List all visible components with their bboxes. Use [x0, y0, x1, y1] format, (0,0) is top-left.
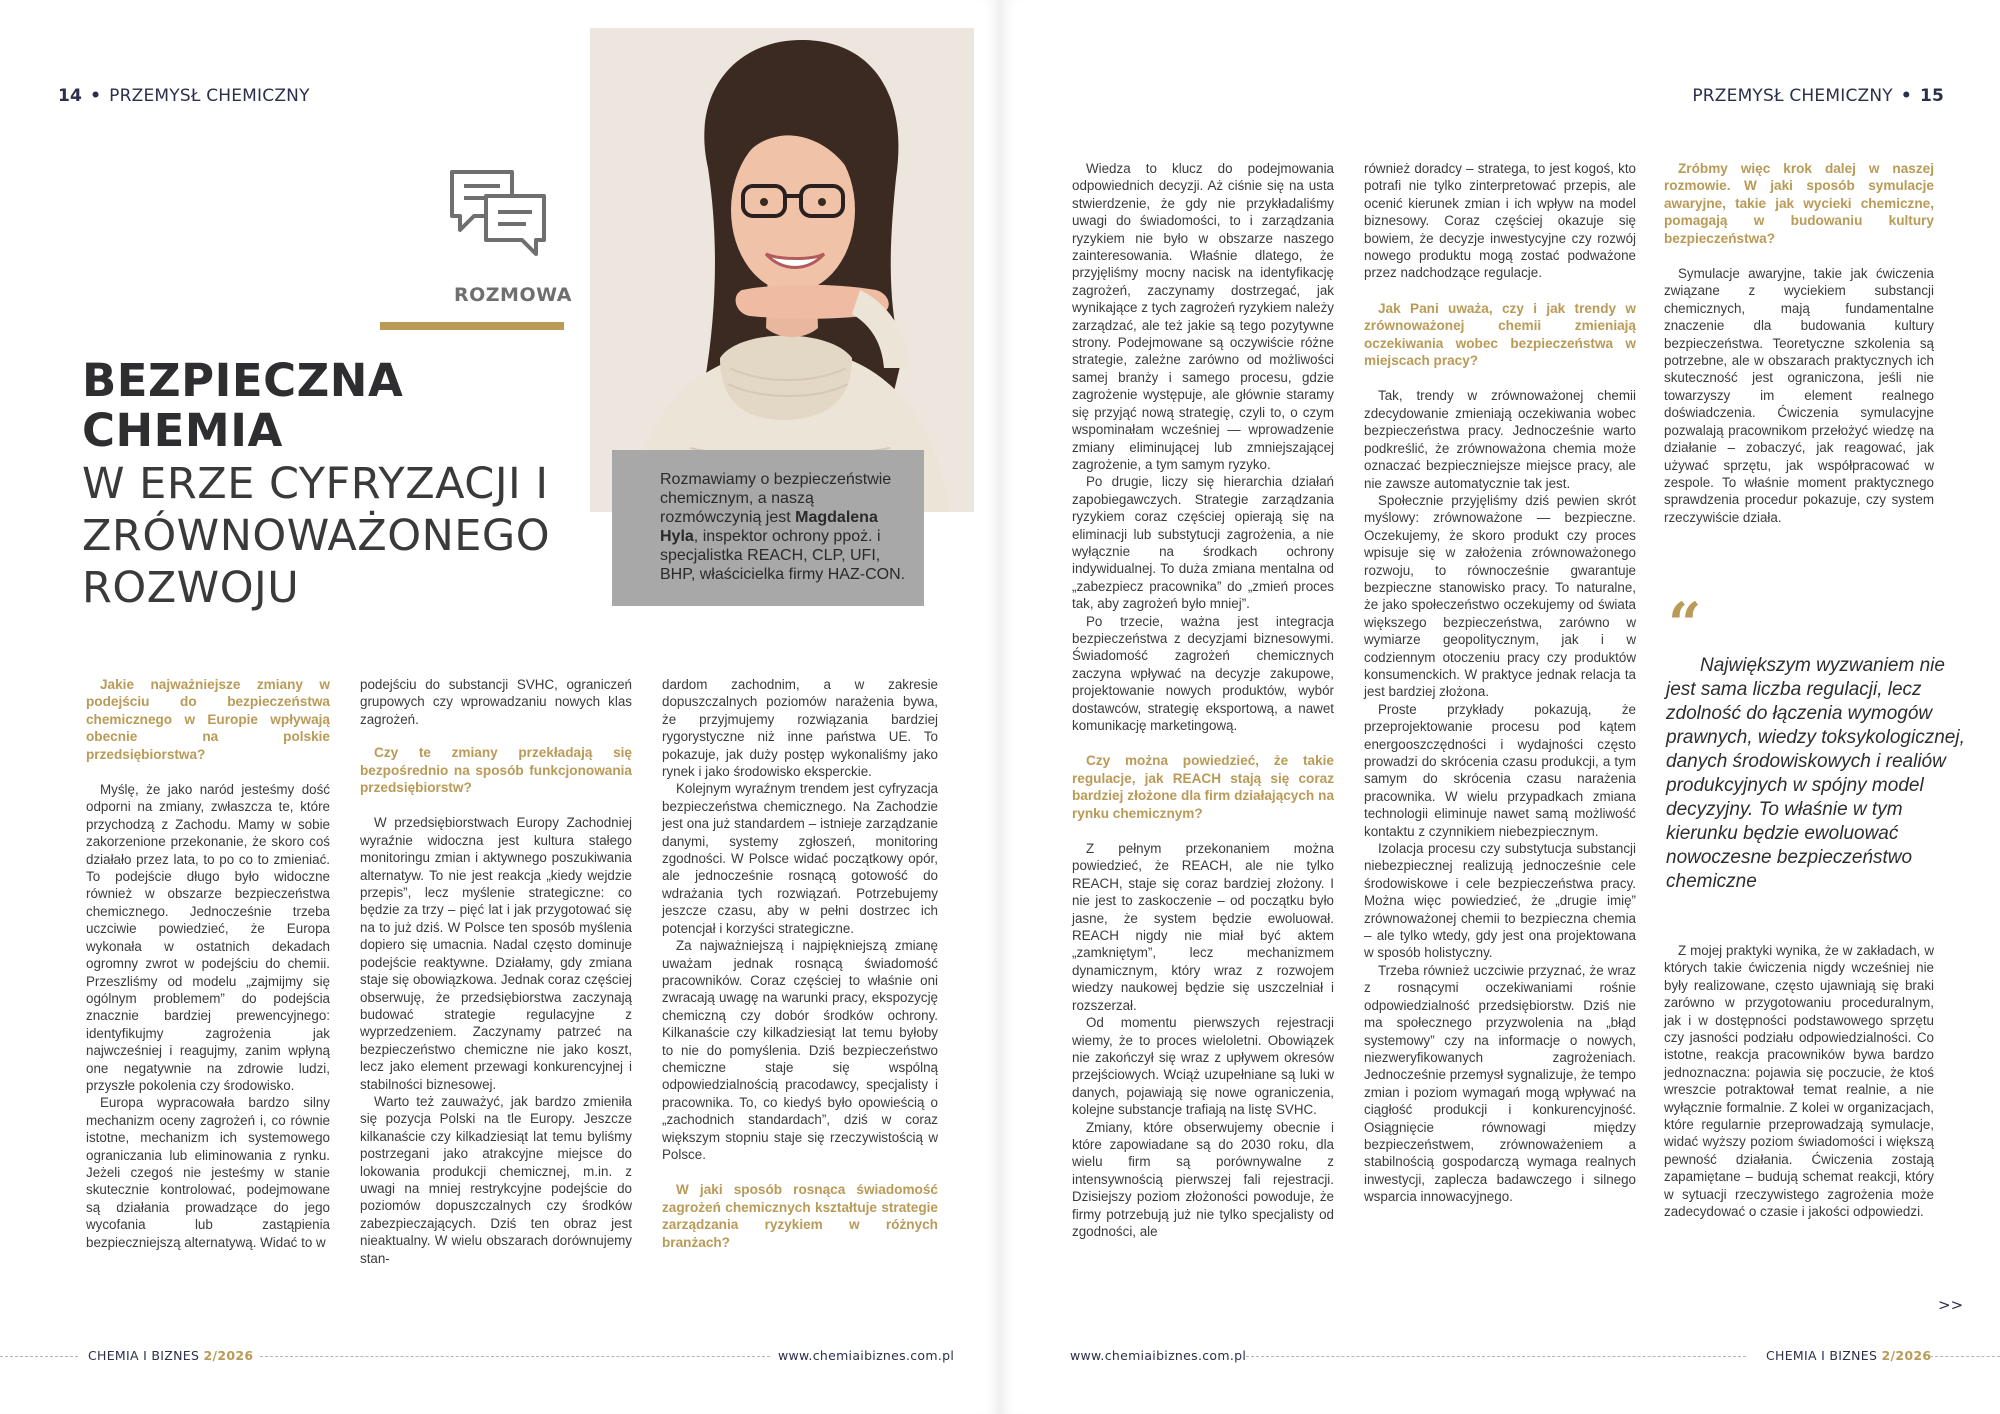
subtitle-line: ROZWOJU — [82, 563, 300, 613]
magazine-name: CHEMIA I BIZNES — [88, 1348, 200, 1363]
footer-rule — [1246, 1356, 1746, 1357]
paragraph: podejściu do substancji SVHC, ograniczeń grupowych czy wprowadzaniu nowych klas zagrożeń. — [360, 677, 632, 727]
paragraph: Z pełnym przekonaniem można powiedzieć, że REACH, ale nie tylko REACH, staje się coraz bardziej złożony. I nie jest to zaskoczenie – od początku było jasne, że system będzie ewoluował. REACH nigdy nie miał być aktem „zamkniętym”, lecz mechanizmem dynamicznym, który wraz z rozwojem wiedzy naukowej będzie się uszczelniał i rozszerzał. — [1072, 841, 1334, 1013]
lead-text — [612, 450, 924, 584]
issue-number: 2/2026 — [1881, 1348, 1932, 1363]
paragraph: dardom zachodnim, a w zakresie dopuszczalnych poziomów narażenia bywa, że przyjmujemy rozwiązania bardziej rygorystyczne niż inne państwa UE. To pokazuje, jak duży postęp wykonaliśmy jako rynek i jako środowisko eksperckie. — [662, 677, 938, 780]
text-column-2 — [360, 676, 632, 1267]
paragraph: Zmiany, które obserwujemy obecnie i które zapowiadane są do 2030 roku, dla wielu firm są porównywalne z intensywnością pierwszej fali rejestracji. Dzisiejszy poziom złożoności powoduje, że firmy potrzebują już nie tylko specjalisty od zgodności, ale — [1072, 1119, 1334, 1239]
paragraph: Izolacja procesu czy substytucja substancji niebezpiecznej realizują jednocześnie cele środowiskowe i cele bezpieczeństwa pracy. Można więc powiedzieć, że „drugie imię” zrównoważonej chemii to bezpieczna chemia – ale tylko wtedy, gdy jest ona projektowana w sposób holistyczny. — [1364, 841, 1636, 961]
article-title — [82, 356, 403, 456]
lead-prefix: Rozmawiamy o bezpieczeństwie chemicznym, a naszą rozmówczynią jest — [660, 471, 892, 526]
lead-box — [612, 450, 924, 606]
interviewee-photo — [590, 28, 974, 512]
subtitle-line: W ERZE CYFRYZACJI I — [82, 459, 549, 509]
lead-suffix: , inspektor ochrony ppoż. i specjalistka REACH, CLP, UFI, BHP, właścicielka firmy HAZ-CON. — [660, 528, 906, 583]
paragraph: Myślę, że jako naród jesteśmy dość odporni na zmiany, zwłaszcza te, które przychodzą z Zachodu. Mamy w sobie zakorzenione przekonanie, że skoro coś działało przez lata, to po co to zmieniać. To podejście długo było widoczne również w obszarze bezpieczeństwa chemicznego. Jednocześnie trzeba uczciwie powiedzieć, że Europa wykonała w ostatnich dekadach ogromny zwrot w podejściu do chemii. Przeszliśmy od modelu „zajmijmy się ogólnym problemem” do podejścia znacznie bardziej prewencyjnego: identyfikujmy zagrożenia jak najwcześniej i reagujmy, zanim wpłyną one negatywnie na zdrowie ludzi, przyszłe pokolenia czy środowisko. — [86, 782, 330, 1093]
paragraph: Wiedza to klucz do podejmowania odpowiednich decyzji. Aż ciśnie się na usta stwierdzenie, że gdy nie przykładaliśmy uwagi do świadomości, to i zarządzania ryzykiem nie było w obszarze naszego zainteresowania. Właśnie dlatego, że przyjęliśmy mocny nacisk na identyfikację zagrożeń, zaczynamy dostrzegać, jak wynikające z tych zagrożeń ryzykiem należy zarządzać, ale też jakie są tego pozytywne strony. Podejmowane są oczywiście różne strategie, zależne zarówno od możliwości samej branży i samego procesu, gdzie zagrożenie występuje, ale głównie staramy się przyjąć nową strategię, czyli to, o czym wspominałam wcześniej — wprowadzenie zmiany eliminującej lub zmniejszającej zagrożenie, a tym samym ryzyko. — [1072, 161, 1334, 472]
text-column-6-continued — [1664, 942, 1934, 1221]
paragraph: Po trzecie, ważna jest integracja bezpieczeństwa z decyzjami biznesowymi. Świadomość zagrożeń chemicznych zaczyna wpływać na decyzje zakupowe, projektowanie nowych produktów, wybór dostawców, strategię eksportową, a nawet komunikację marketingową. — [1072, 613, 1334, 733]
footer-rule — [260, 1356, 770, 1357]
quote-mark-icon: “ — [1668, 590, 1702, 658]
paragraph: Za najważniejszą i najpiękniejszą zmianę uważam jednak rosnącą świadomość pracowników. Coraz częściej to właśnie oni zwracają uwagę na warunki pracy, ekspozycję chemiczną czy dobór środków ochrony. Kilkanaście czy kilkadziesiąt lat temu byłoby to nie do pomyślenia. Dziś bezpieczeństwo chemiczne staje się wspólną odpowiedzialnością pracodawcy, specjalisty i pracownika. To, co kiedyś było opowieścią o „zachodnich standardach”, dziś w coraz większym stopniu staje się rzeczywistością w Polsce. — [662, 938, 938, 1162]
paragraph: Tak, trendy w zrównoważonej chemii zdecydowanie zmieniają oczekiwania wobec bezpieczeństwa pracy. Jednocześnie warto podkreślić, że zrównoważona chemia może oznaczać bezpieczniejsze miejsce pracy, ale nie zawsze automatycznie tak jest. — [1364, 388, 1636, 491]
interview-question: Czy można powiedzieć, że takie regulacje, jak REACH stają się coraz bardziej złożone dla firm działających na rynku chemicznym? — [1072, 753, 1334, 821]
interview-question: Czy te zmiany przekładają się bezpośrednio na sposób funkcjonowania przedsiębiorstw? — [360, 745, 632, 796]
paragraph: Społecznie przyjęliśmy dziś pewien skrót myślowy: zrównoważone — bezpieczne. Oczekujemy, że skoro produkt czy proces wpisuje się w założenia zrównoważonego rozwoju, to równocześnie gwarantuje bezpieczne stanowisko pracy. To naturalne, że jako społeczeństwo oczekujemy od świata większego bezpieczeństwa, zarówno w wymiarze geopolitycznym, jak i w codziennym otoczeniu pracy czy produktów konsumenckich. W praktyce jednak relacja ta jest bardziej złożona. — [1364, 492, 1636, 700]
page-number: 14 — [58, 86, 83, 106]
section-name: PRZEMYSŁ CHEMICZNY — [1692, 86, 1893, 106]
paragraph: Trzeba również uczciwie przyznać, że wraz z rosnącymi oczekiwaniami rośnie odpowiedzialność przedsiębiorstw. Dziś nie ma społecznego przyzwolenia na „błąd systemowy” czy na informacje o nowych, niezweryfikowanych zagrożeniach. Jednocześnie przemysł sygnalizuje, że tempo zmian i poziom wymagań mogą wpływać na ciągłość produkcji i konkurencyjność. Osiągnięcie równowagi między bezpieczeństwem, zrównoważeniem a stabilnością gospodarczą wymaga realnych inwestycji, zaplecza badawczego i silnego wsparcia innowacyjnego. — [1364, 962, 1636, 1205]
footer-url[interactable]: www.chemiaibiznes.com.pl — [778, 1348, 955, 1363]
issue-number: 2/2026 — [203, 1348, 254, 1363]
paragraph: Od momentu pierwszych rejestracji wiemy, że to proces wieloletni. Obowiązek nie zakończył się wraz z upływem okresów przejściowych. Wciąż uzupełniane są luki w danych, pojawiają się nowe ograniczenia, kolejne substancje trafiają na listę SVHC. — [1072, 1015, 1334, 1118]
footer-url[interactable]: www.chemiaibiznes.com.pl — [1070, 1348, 1247, 1363]
paragraph: Po drugie, liczy się hierarchia działań zapobiegawczych. Strategie zarządzania ryzykiem coraz częściej opierają się na eliminacji lub substytucji zagrożenia, a nie wyłącznie na środkach ochrony indywidualnej. To duża zmiana mentalna od „zabezpiecz pracownika” do „zmień proces tak, aby zagrożeń było mniej”. — [1072, 474, 1334, 612]
right-page — [1000, 0, 2000, 1414]
page-number: 15 — [1919, 86, 1944, 106]
section-name: PRZEMYSŁ CHEMICZNY — [109, 86, 310, 106]
page-header-left: 14 • PRZEMYSŁ CHEMICZNY — [58, 86, 310, 106]
continue-arrow: >> — [1938, 1296, 1964, 1314]
paragraph: Symulacje awaryjne, takie jak ćwiczenia związane z wyciekiem substancji chemicznych, mają fundamentalne znaczenie dla budowania kultury bezpieczeństwa. Teoretyczne szkolenia są potrzebne, ale w obszarach praktycznych ich skuteczność jest ograniczona, jeśli nie towarzyszy im element realnego doświadczenia. Ćwiczenia symulacyjne pozwalają pracownikom przełożyć wiedzę na działanie – zobaczyć, jak reagować, jak używać sprzętu, jak współpracować w zespole. To właśnie moment praktycznego sprawdzenia procedur pokazuje, czy system rzeczywiście działa. — [1664, 266, 1934, 525]
text-column-5 — [1364, 160, 1636, 1206]
paragraph: Europa wypracowała bardzo silny mechanizm oceny zagrożeń i, co równie istotne, mechanizm ich systemowego ograniczania lub eliminowania z rynku. Jeżeli czegoś nie jesteśmy w stanie skutecznie kontrolować, podejmowane są działania prowadzące do jego wycofania lub zastąpienia bezpieczniejszą alternatywą. Widać to w — [86, 1095, 330, 1250]
footer-magazine — [1766, 1348, 1931, 1363]
text-column-3 — [662, 676, 938, 1269]
pull-quote-text: Największym wyzwaniem nie jest sama liczba regulacji, lecz zdolność do łączenia wymogów prawnych, wiedzy toksykologicznej, danych środowiskowych i realiów produkcyjnych w spójny model decyzyjny. To właśnie w tym kierunku będzie ewoluować nowoczesne bezpieczeństwo chemiczne — [1666, 655, 1965, 892]
speech-bubbles-icon — [446, 166, 550, 262]
interview-question: Jak Pani uważa, czy i jak trendy w zrównoważonej chemii zmieniają oczekiwania wobec bezpieczeństwa w miejscach pracy? — [1364, 300, 1636, 369]
article-subtitle — [82, 458, 550, 614]
footer-rule — [1930, 1356, 2000, 1357]
paragraph: Kolejnym wyraźnym trendem jest cyfryzacja bezpieczeństwa chemicznego. Na Zachodzie jest ona już standardem – istnieje zarządzanie danymi, systemy zgłoszeń, monitoring zgodności. W Polsce widać początkowy opór, ale jednocześnie rosnącą gotowość do wdrażania tych rozwiązań. Potrzebujemy jeszcze czasu, aby w pełni dostrzec ich potencjał i korzyści strategiczne. — [662, 781, 938, 936]
footer-rule — [0, 1356, 78, 1357]
lead-name: Magdalena Hyla — [660, 509, 878, 545]
magazine-name: CHEMIA I BIZNES — [1766, 1348, 1878, 1363]
kicker-underline — [380, 322, 564, 330]
paragraph: Proste przykłady pokazują, że przeprojektowanie procesu pod kątem energooszczędności i wydajności często prowadzi do skrócenia czasu produkcji, a tym samym do skrócenia czasu narażenia pracownika. W wielu przypadkach zmiana technologii eliminuje nawet samą możliwość kontaktu z czynnikiem niebezpiecznym. — [1364, 701, 1636, 839]
pull-quote — [1666, 654, 1970, 894]
title-line: BEZPIECZNA — [82, 354, 404, 407]
interview-question: Jakie najważniejsze zmiany w podejściu do bezpieczeństwa chemicznego w Europie wpływają obecnie na polskie przedsiębiorstwa? — [86, 677, 330, 762]
section-kicker: ROZMOWA — [454, 284, 572, 306]
paragraph: również doradcy – stratega, to jest kogoś, kto potrafi nie tylko zinterpretować przepis, ale ocenić kierunek zmian i ich wpływ na model biznesowy. Coraz częściej okazuje się bowiem, że decyzje inwestycyjne czy rozwój nowego produktu mogą zostać podważone przez nadchodzące regulacje. — [1364, 161, 1636, 281]
paragraph: Z mojej praktyki wynika, że w zakładach, w których takie ćwiczenia nigdy wcześniej nie były realizowane, często ujawniają się braki zarówno w przygotowaniu proceduralnym, jak i w dostępności podstawowego sprzętu czy jasności podziału odpowiedzialności. Co istotne, reakcja pracowników bywa bardzo jednoznaczna: pojawia się poczucie, że ktoś wreszcie potraktował temat realnie, a nie wyłącznie formalnie. Z kolei w organizacjach, które regularnie przeprowadzają symulacje, widać wyższy poziom świadomości i większą pewność działania. Ćwiczenia zostają zapamiętane – budują schemat reakcji, który w sytuacji rzeczywistego zagrożenia może zadecydować o czasie i jakości odpowiedzi. — [1664, 943, 1934, 1220]
subtitle-line: ZRÓWNOWAŻONEGO — [82, 511, 551, 561]
footer-magazine — [88, 1348, 261, 1363]
interview-question: W jaki sposób rosnąca świadomość zagrożeń chemicznych kształtuje strategie zarządzania ryzykiem w różnych branżach? — [662, 1182, 938, 1250]
text-column-4 — [1072, 160, 1334, 1240]
text-column-6 — [1664, 160, 1934, 526]
page-header-right: PRZEMYSŁ CHEMICZNY • 15 — [1692, 86, 1944, 106]
paragraph: W przedsiębiorstwach Europy Zachodniej wyraźnie widoczna jest kultura stałego monitoringu zmian i aktywnego poszukiwania alternatyw. To nie jest reakcja „kiedy wejdzie przepis”, lecz myślenie strategiczne: co będzie za trzy – pięć lat i jak przygotować się na to już dziś. W Polsce ten sposób myślenia dopiero się umacnia. Nadal często dominuje podejście reaktywne. Działamy, gdy zmiana staje się obowiązkowa. Jednak coraz częściej obserwuję, że przedsiębiorstwa zaczynają budować strategie regulacyjne z wyprzedzeniem. Zaczynamy patrzeć na bezpieczeństwo chemiczne nie jako koszt, lecz jako element przewagi konkurencyjnej i stabilności biznesowej. — [360, 815, 632, 1092]
title-line: CHEMIA — [82, 404, 283, 457]
paragraph: Warto też zauważyć, jak bardzo zmieniła się pozycja Polski na tle Europy. Jeszcze kilkanaście czy kilkadziesiąt lat temu byliśmy postrzegani jako atrakcyjne miejsce do lokowania produkcji chemicznej, m.in. z uwagi na mniej restrykcyjne podejście do poziomów dopuszczalnych czy środków zabezpieczających. Dziś ten obraz jest nieaktualny. W wielu obszarach dorównujemy stan- — [360, 1093, 632, 1266]
text-column-1 — [86, 676, 330, 1251]
interview-question: Zróbmy więc krok dalej w naszej rozmowie. W jaki sposób symulacje awaryjne, takie jak wycieki chemiczne, pomagają w budowaniu kultury bezpieczeństwa? — [1664, 161, 1934, 246]
